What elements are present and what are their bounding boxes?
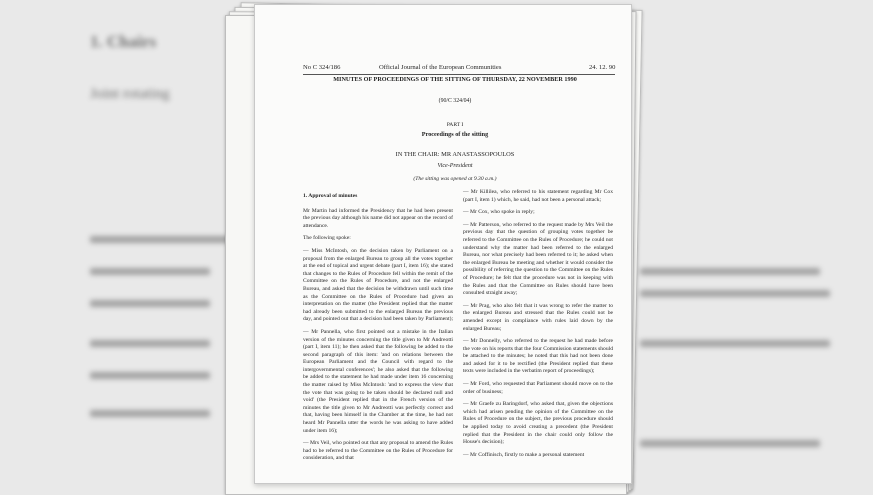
section-title: Proceedings of the sitting	[421, 131, 489, 138]
right-text-column	[463, 189, 613, 464]
paragraph: Mr Martin had informed the Presidency that he had been present the previous day although his name did not appear on the record of attendance.	[303, 207, 453, 229]
chair-line: IN THE CHAIR: MR ANASTASSOPOULOS	[395, 151, 515, 158]
background-text-line	[90, 268, 210, 275]
paragraph: — Mr Killilea, who referred to his statement regarding Mr Cox (part I, item 1) which, he said, had not been a personal attack;	[463, 189, 613, 203]
background-subheading: Joint rotating	[90, 86, 170, 102]
page-date: 24. 12. 90	[589, 64, 616, 71]
paragraph: — Mr Graefe zu Baringdorf, who asked that, given the objections which had arisen pending the opinion of the Committee on the Rules of Procedure on the subject, the previous procedure should be applied today to avoid creating a precedent (the President replied that the President in the chair could only follow the House's decision);	[463, 401, 613, 446]
paper-stack	[222, 2, 642, 480]
background-text-line	[640, 268, 820, 275]
journal-page	[254, 4, 632, 484]
background-heading: 1. Chairs	[90, 32, 157, 51]
paragraph: The following spoke:	[303, 235, 351, 242]
minutes-title: MINUTES OF PROCEEDINGS OF THE SITTING OF THURSDAY, 22 NOVEMBER 1990	[333, 76, 577, 83]
part-label: PART I	[446, 122, 464, 128]
paragraph: — Mr Ford, who requested that Parliament should move on to the order of business;	[463, 381, 613, 395]
sitting-opened-note: (The sitting was opened at 9.30 a.m.)	[413, 176, 497, 182]
document-reference: (90/C 324/04)	[438, 98, 472, 104]
paragraph: — Mr Patterson, who referred to the request made by Mrs Veil the previous day that the question of grouping votes together be referred to the Committee on the Rules of Procedure; he could not understand why the matter had been referred to the enlarged Bureau, nor what precisely had been referred to it; he asked when the enlarged Bureau be meeting and whether it would consider the possibility of referring the question to the Committee on the Rules of Procedure; he felt that the procedure was not in keeping with the Rules and that the Committee on Rules should have been consulted straight away;	[463, 221, 613, 297]
vice-president-label: Vice-President	[437, 163, 473, 169]
background-text-line	[90, 372, 210, 379]
paragraph: — Miss McIntosh, on the decision taken by Parliament on a proposal from the enlarged Bureau to group all the votes together at the end of topical and urgent debate (part I, item 16); she stated that changes to the Rules of Procedure fell within the remit of the Committee on the Rules of Procedure, and not the enlarged Bureau, and asked that the decision be withdrawn until such time as the Committee on the Rules of Procedure had given an interpretation on the matter (the President replied that the matter had already been submitted to the enlarged Bureau the previous day, and pointed out that a decision had been taken by Parliament);	[303, 247, 454, 323]
background-text-line	[640, 290, 830, 297]
section-heading: 1. Approval of minutes	[303, 193, 358, 199]
paragraph: — Mr Coffinisch, firstly to make a personal statement	[463, 451, 585, 458]
paragraph: — Mr Donnelly, who referred to the request he had made before the vote on his reports that the four Commission statements should be attached to the minutes; he noted that this had not been done and asked for it to be rectified (the President replied that these texts were included in the verbatim report of proceedings);	[463, 338, 613, 375]
background-text-line	[90, 410, 210, 417]
background-text-line	[640, 440, 820, 447]
background-text-line	[640, 340, 830, 347]
header-rule	[303, 74, 615, 75]
journal-title: Official Journal of the European Communities	[379, 64, 502, 71]
paragraph: — Mr Prag, who also felt that it was wrong to refer the matter to the enlarged Bureau and stressed that the Rules could not be amended except in compliance with rules laid down by the enlarged Bureau;	[463, 302, 613, 332]
paragraph: — Mr Cox, who spoke in reply;	[463, 209, 535, 216]
left-text-column	[303, 193, 453, 468]
page-reference: No C 324/186	[303, 64, 341, 71]
paragraph: — Mr Pannella, who first pointed out a mistake in the Italian version of the minutes concerning the title given to Mr Andreotti (part I, item 11); he then asked that the following be added to the second paragraph of this item: 'and on relations between the European Parliament and the Council with regard to the intergovernmental conferences'; he also asked that the following be added to the statement he had made under item 16 concerning the matter raised by Miss McIntosh: 'and to express the view that the vote that was going to be taken should be declared null and void' (the President replied that in the French version of the minutes the title given to Mr Andreotti was perfectly correct and that, having been himself in the Chamber at the time, he had not heard Mr Pannella utter the words he was asking to have added under item 16);	[303, 328, 453, 434]
background-text-line	[90, 300, 210, 307]
background-text-line	[90, 340, 210, 347]
paragraph: — Mrs Veil, who pointed out that any proposal to amend the Rules had to be referred to the Committee on the Rules of Procedure for consideration, and that	[303, 440, 453, 462]
